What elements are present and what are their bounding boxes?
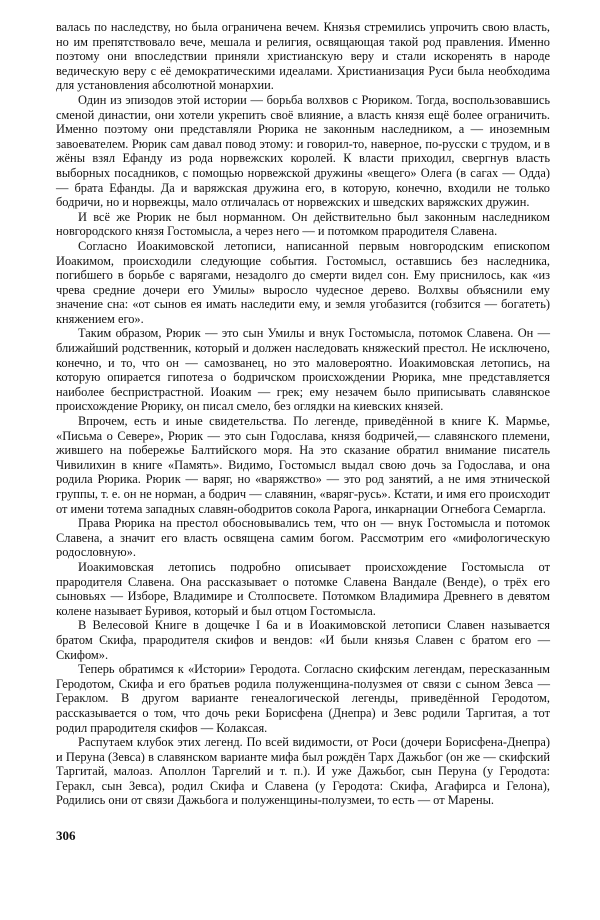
paragraph-3: И всё же Рюрик не был норманном. Он действительно был законным наследником новгородского князя Гостомысла, а через него — и потомком прародителя Славена.	[56, 209, 550, 239]
page-number: 306	[56, 828, 76, 843]
paragraph-7: Права Рюрика на престол обосновывались тем, что он — внук Гостомысла и потомок Славена, а значит его власть освящена самим богом. Рассмотрим его «мифологическую родословную».	[56, 516, 550, 560]
paragraph-6: Впрочем, есть и иные свидетельства. По легенде, приведённой в книге К. Мармье, «Письма о Севере», Рюрик — это сын Годослава, князя бодричей,— славянского племени, жившего на побережье Балтийского моря. На это сказание обратил внимание писатель Чивилихин в книге «Память». Видимо, Гостомысл выдал свою дочь за Годослава, и она родила Рюрика. Рюрик — варяг, но «варяжство» — это род занятий, а не имя этнической группы, т. е. он не норман, а бодрич — славянин, «варяг-русь». Кстати, и имя его происходит от имени тотема западных славян-ободритов сокола Рарога, инкарнации Огнебога Семаргла.	[56, 414, 550, 516]
paragraph-5: Таким образом, Рюрик — это сын Умилы и внук Гостомысла, потомок Славена. Он — ближайший родственник, который и должен наследовать княжеский престол. Не исключено, конечно, и то, что он — самозванец, но это маловероятно. Иоакимовская летопись, на которую опирается гипотеза о бодричском происхождении Рюрика, мне представляется наиболее беспристрастной. Иоаким — грек; ему незачем было приписывать славянское происхождение Рюрику, он писал смело, без оглядки на киевских князей.	[56, 326, 550, 414]
paragraph-2: Один из эпизодов этой истории — борьба волхвов с Рюриком. Тогда, воспользовавшись сменой династии, они хотели укрепить своё влияние, а власть князя ещё более ограничить. Именно поэтому они представляли Рюрика не законным наследником, а — иноземным завоевателем. Рюрик сам давал повод этому: и говорил-то, наверное, по-русски с трудом, и в жёны взял Ефанду из рода норвежских королей. К власти приходил, свергнув власть выборных посадников, с помощью норвежской дружины «вещего» Олега (в сагах — Одда) — брата Ефанды. Да и варяжская дружина его, в которую, конечно, входили не только бодричи, но и норвежцы, мало отличалась от норвежских и шведских варяжских дружин.	[56, 92, 550, 210]
paragraph-4: Согласно Иоакимовской летописи, написанной первым новгородским епископом Иоакимом, происходили следующие события. Гостомысл, оставшись без наследника, погибшего в борьбе с варягами, незадолго до смерти видел сон. Ему приснилось, как «из чрева средние дочери его Умилы» выросло чудесное дерево. Волхвы объяснили ему значение сна: «от сынов ея имать наследити ему, и земля угобазится (гобзится — богатеть) княжением его».	[56, 238, 550, 326]
paragraph-10: Теперь обратимся к «Истории» Геродота. Согласно скифским легендам, пересказанным Геродотом, Скифа и его братьев родила полуженщина-полузмея от связи с сыном Зевса — Гераклом. В другом варианте генеалогической легенды, приведённой Геродотом, рассказывается о том, что дочь реки Борисфена (Днепра) и Зевс родили Таргитая, а тот родил прародителя скифов — Колаксая.	[56, 662, 550, 735]
paragraph-11: Распутаем клубок этих легенд. По всей видимости, от Роси (дочери Борисфена-Днепра) и Перуна (Зевса) в славянском варианте мифа был рождён Тарх Дажьбог (он же — скифский Таргитай, малоаз. Аполлон Таргелий и т. п.). И уже Дажьбог, сын Перуна (у Геродота: Геракл, сын Зевса), родил Скифа и Славена (у Геродота: Скифа, Агафирса и Гелона), Родились они от связи Дажьбога и полуженщины-полузмеи, то есть — от Марены.	[56, 735, 550, 808]
body-text	[56, 20, 550, 808]
paragraph-1: валась по наследству, но была ограничена вечем. Князья стремились упрочить свою власть, но им препятствовало вече, мешала и религия, освящающая такой род правления. Именно поэтому они впоследствии приняли христианскую веру и стали искоренять в народе ведическую веру с её демократическими идеалами. Христианизация Руси была необходима для установления абсолютной монархии.	[56, 20, 550, 93]
paragraph-9: В Велесовой Книге в дощечке I 6а и в Иоакимовской летописи Славен называется братом Скифа, прародителя скифов и вендов: «И были князья Славен с братом его — Скифом».	[56, 618, 550, 662]
paragraph-8: Иоакимовская летопись подробно описывает происхождение Гостомысла от прародителя Славена. Она рассказывает о потомке Славена Вандале (Венде), о трёх его сыновьях — Изборе, Владимире и Столпосвете. Потомком Владимира Древнего в девятом колене называет Буривоя, который и был отцом Гостомысла.	[56, 559, 550, 618]
